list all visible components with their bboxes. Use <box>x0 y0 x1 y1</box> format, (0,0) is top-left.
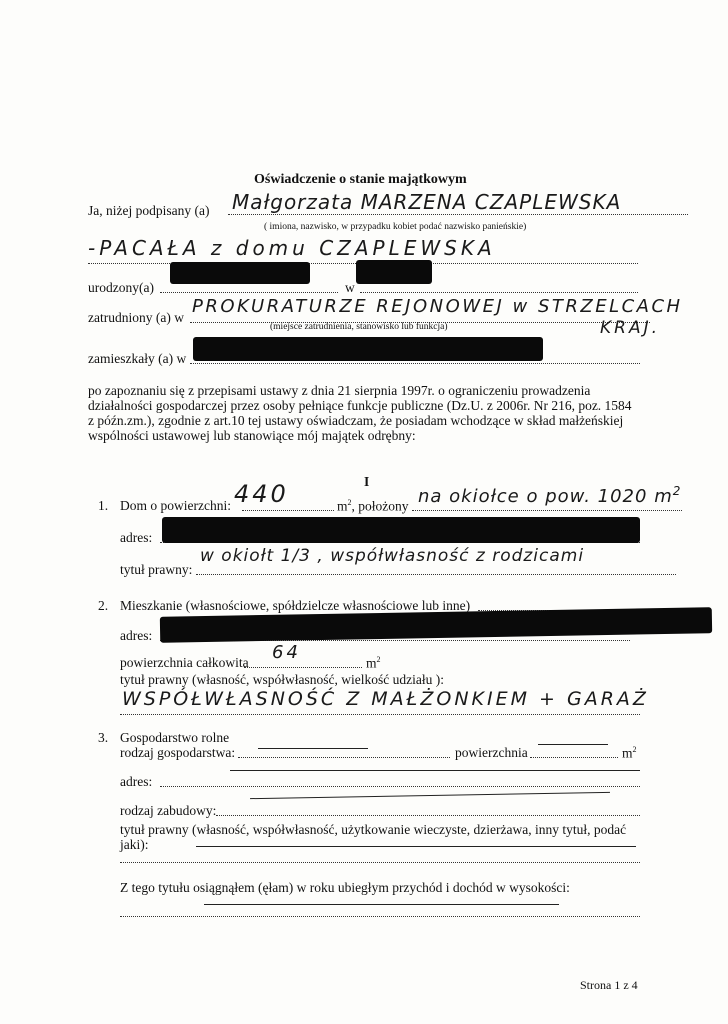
resides-dotted <box>190 363 640 364</box>
name-dotted-line <box>228 214 688 215</box>
item3-title-dotted <box>120 862 640 863</box>
item3-income-dotted <box>120 916 640 917</box>
item3-address-dotted <box>160 786 640 787</box>
item2-number: 2. <box>98 598 109 613</box>
item3-number: 3. <box>98 730 109 745</box>
item3-area-dotted <box>530 757 618 758</box>
item1-area-dotted <box>242 510 334 511</box>
born-place-dotted <box>360 292 638 293</box>
item1-address-label: adres: <box>120 530 153 545</box>
item3-label: Gospodarstwo rolne <box>120 730 230 745</box>
born-date-dotted <box>160 292 338 293</box>
item3-type-label: rodzaj gospodarstwa: <box>120 745 236 760</box>
item2-area-label: powierzchnia całkowita <box>120 655 249 670</box>
item1-area-handwriting: 440 <box>234 480 289 508</box>
resides-label: zamieszkały (a) w <box>88 351 187 366</box>
item1-title-handwriting: w okiołt 1/3 , współwłasność z rodzicami <box>200 546 585 566</box>
item2-area-dotted <box>244 667 362 668</box>
name-hint: ( imiona, nazwisko, w przypadku kobiet podać nazwisko panieńskie) <box>264 222 527 232</box>
item3-address-label: adres: <box>120 774 153 789</box>
item3-unit: $m^2$ <box>622 745 637 761</box>
item2-title-label: tytuł prawny (własność, współwłasność, wielkość udziału ): <box>120 672 444 687</box>
item2-unit: $m^2$ <box>366 655 381 671</box>
item2-area-handwriting: 64 <box>272 642 301 663</box>
employed-handwriting-2: KRAJ. <box>600 318 661 338</box>
item3-type-strike <box>258 748 368 749</box>
name-handwriting-1: Małgorzata MARZENA CZAPLEWSKA <box>232 190 622 214</box>
redaction-birthplace <box>356 260 432 284</box>
item1-title-label: tytuł prawny: <box>120 562 193 577</box>
employed-handwriting-1: PROKURATURZE REJONOWEJ w STRZELCACH <box>192 296 683 317</box>
item1-title-dotted <box>196 574 676 575</box>
born-in-label: w <box>345 280 355 295</box>
item1-location-dotted <box>412 510 682 511</box>
item3-area-strike <box>538 744 608 745</box>
born-label: urodzony(a) <box>88 280 154 295</box>
name-handwriting-2: -PACAŁA z domu CZAPLEWSKA <box>88 236 496 260</box>
item3-buildings-label: rodzaj zabudowy: <box>120 803 217 818</box>
document-title: Oświadczenie o stanie majątkowym <box>254 172 467 187</box>
name-label: Ja, niżej podpisany (a) <box>88 203 210 218</box>
item3-area-label: powierzchnia <box>455 745 528 760</box>
item3-title-label-1: tytuł prawny (własność, współwłasność, użytkowanie wieczyste, dzierżawa, inny tytuł, podać <box>120 822 627 837</box>
item3-buildings-dotted <box>216 815 640 816</box>
item1-unit: $m^2$, położony <box>337 498 409 514</box>
item1-location-handwriting: na okiołce o pow. 1020 $m^2$ <box>418 484 682 507</box>
redaction-address <box>193 337 543 361</box>
item3-income-strike <box>204 904 559 905</box>
item3-address-strike <box>250 792 610 799</box>
item2-title-handwriting: WSPÓŁWŁASNOŚĆ Z MAŁŻONKIEM + GARAŻ <box>122 688 649 710</box>
item3-title-strike <box>196 846 636 847</box>
item1-label: Dom o powierzchni: <box>120 498 231 513</box>
item3-type-dotted <box>238 757 450 758</box>
item2-address-label: adres: <box>120 628 153 643</box>
item2-label: Mieszkanie (własnościowe, spółdzielcze własnościowe lub inne) <box>120 598 471 613</box>
employed-hint: (miejsce zatrudnienia, stanowisko lub funkcja) <box>270 322 448 332</box>
item1-number: 1. <box>98 498 109 513</box>
item3-income-label: Z tego tytułu osiągnąłem (ęłam) w roku ubiegłym przychód i dochód w wysokości: <box>120 880 570 895</box>
section-heading: I <box>364 474 370 489</box>
item3-title-label-2: jaki): <box>120 837 149 852</box>
employed-label: zatrudniony (a) w <box>88 310 184 325</box>
page-number: Strona 1 z 4 <box>580 978 638 992</box>
item3-strike-2 <box>230 770 640 771</box>
intro-line-1: po zapoznaniu się z przepisami ustawy z dnia 21 sierpnia 1997r. o ograniczeniu prowadzenia <box>88 383 591 398</box>
redaction-birthdate <box>170 262 310 284</box>
intro-line-3: z późn.zm.), zgodnie z art.10 tej ustawy oświadczam, że posiadam wchodzące w skład małżeńskiej <box>88 413 624 428</box>
item2-title-dotted <box>120 714 640 715</box>
intro-line-4: wspólności ustawowej lub stanowiące mój majątek odrębny: <box>88 428 416 443</box>
redaction-item1-address <box>162 517 640 543</box>
intro-line-2: działalności gospodarczej przez osoby pełniące funkcje publiczne (Dz.U. z 2006r. Nr 216, poz. 1584 <box>88 398 632 413</box>
